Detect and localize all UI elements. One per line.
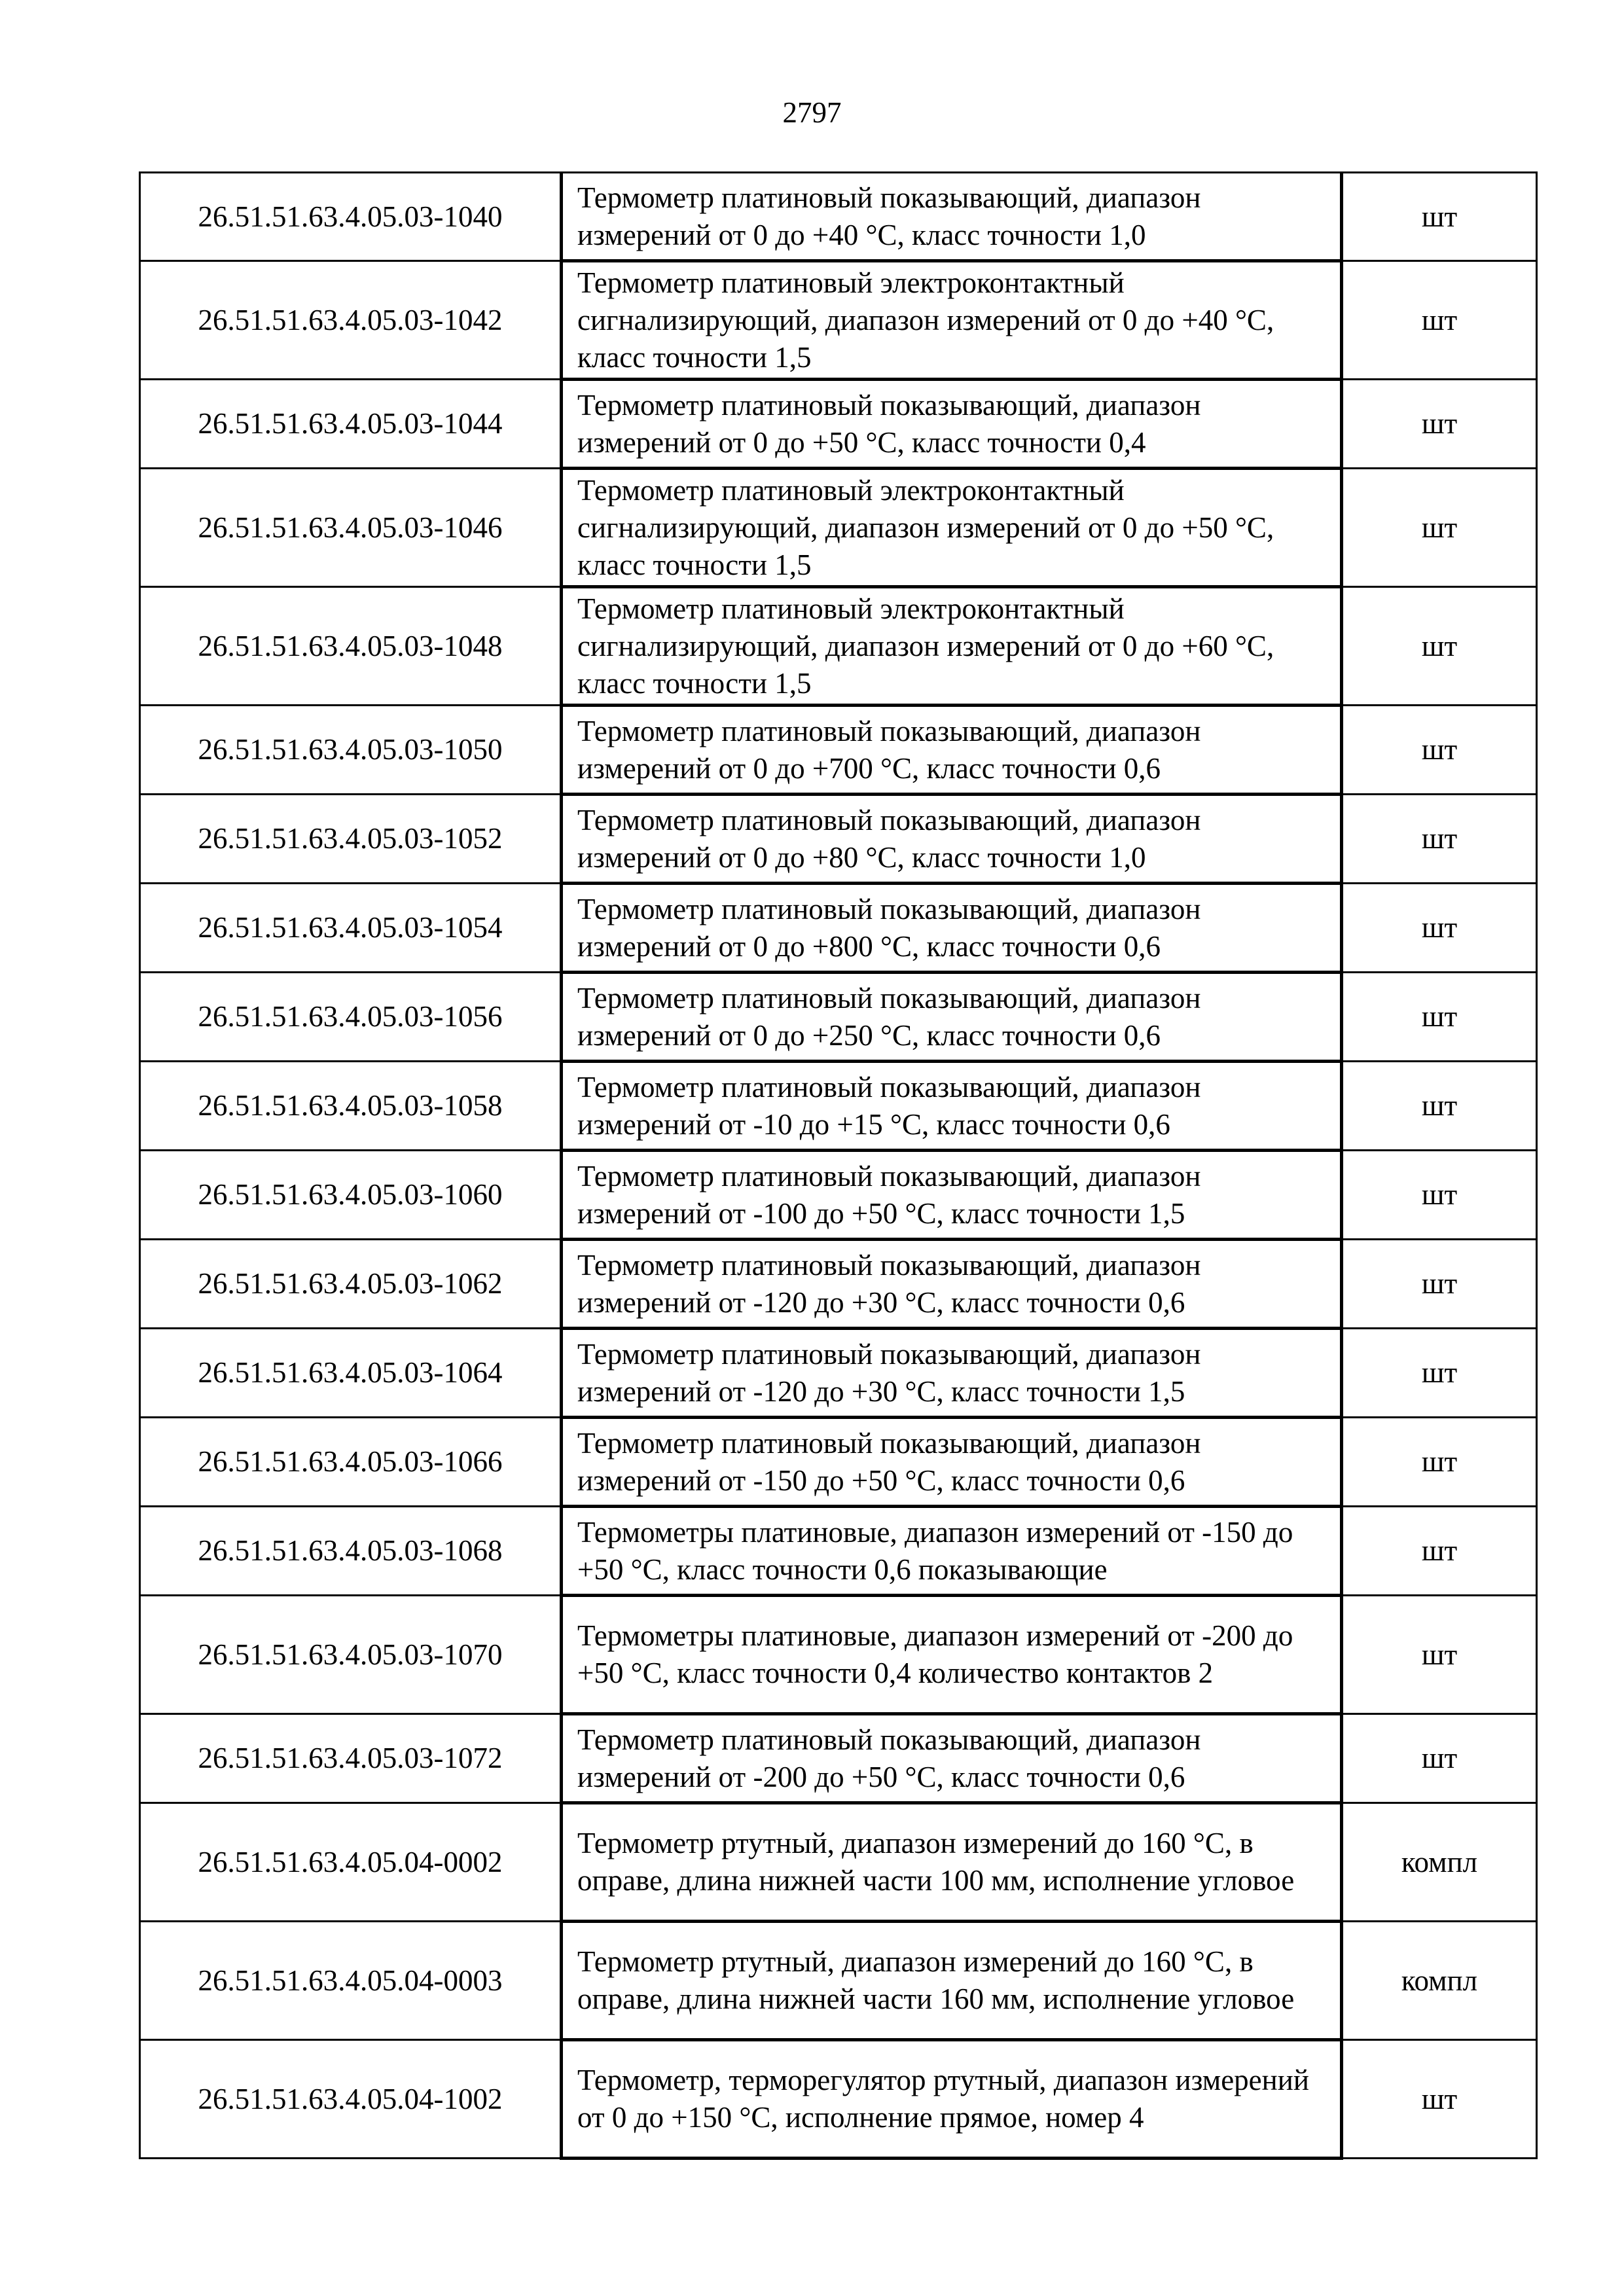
resource-description-cell: Термометры платиновые, диапазон измерений от -200 до +50 °С, класс точности 0,4 количество контактов 2 <box>562 1596 1342 1714</box>
resource-description-cell: Термометр платиновый показывающий, диапазон измерений от -100 до +50 °С, класс точности 1,5 <box>562 1151 1342 1240</box>
resource-description-cell: Термометр платиновый показывающий, диапазон измерений от 0 до +50 °С, класс точности 0,4 <box>562 380 1342 469</box>
resource-code-cell: 26.51.51.63.4.05.03-1064 <box>140 1329 562 1418</box>
resource-code-cell: 26.51.51.63.4.05.03-1056 <box>140 973 562 1062</box>
unit-of-measure-cell: шт <box>1342 884 1537 973</box>
resource-code-cell: 26.51.51.63.4.05.03-1042 <box>140 261 562 380</box>
resource-description-cell: Термометр платиновый показывающий, диапазон измерений от 0 до +250 °С, класс точности 0,6 <box>562 973 1342 1062</box>
resource-description-cell: Термометр, терморегулятор ртутный, диапазон измерений от 0 до +150 °С, исполнение прямое, номер 4 <box>562 2040 1342 2159</box>
unit-of-measure-cell: шт <box>1342 173 1537 261</box>
table-row <box>140 173 1537 261</box>
resource-description-cell: Термометр платиновый показывающий, диапазон измерений от 0 до +700 °С, класс точности 0,6 <box>562 706 1342 795</box>
unit-of-measure-cell: шт <box>1342 1062 1537 1151</box>
table-row <box>140 1507 1537 1596</box>
resource-code-cell: 26.51.51.63.4.05.03-1050 <box>140 706 562 795</box>
unit-of-measure-cell: шт <box>1342 706 1537 795</box>
resource-description-cell: Термометр платиновый показывающий, диапазон измерений от 0 до +800 °С, класс точности 0,6 <box>562 884 1342 973</box>
resource-code-cell: 26.51.51.63.4.05.03-1060 <box>140 1151 562 1240</box>
resource-description-cell: Термометр платиновый электроконтактный сигнализирующий, диапазон измерений от 0 до +50 °С, класс точности 1,5 <box>562 469 1342 587</box>
table-row <box>140 1151 1537 1240</box>
resource-description-cell: Термометр платиновый показывающий, диапазон измерений от -120 до +30 °С, класс точности 1,5 <box>562 1329 1342 1418</box>
resource-description-cell: Термометры платиновые, диапазон измерений от -150 до +50 °С, класс точности 0,6 показывающие <box>562 1507 1342 1596</box>
unit-of-measure-cell: шт <box>1342 1714 1537 1803</box>
unit-of-measure-cell: шт <box>1342 795 1537 884</box>
resource-description-cell: Термометр ртутный, диапазон измерений до 160 °С, в оправе, длина нижней части 100 мм, исполнение угловое <box>562 1803 1342 1922</box>
resource-code-cell: 26.51.51.63.4.05.03-1054 <box>140 884 562 973</box>
table-row <box>140 1240 1537 1329</box>
resource-description-cell: Термометр платиновый показывающий, диапазон измерений от -10 до +15 °С, класс точности 0,6 <box>562 1062 1342 1151</box>
resource-code-cell: 26.51.51.63.4.05.03-1066 <box>140 1418 562 1507</box>
resource-code-cell: 26.51.51.63.4.05.03-1052 <box>140 795 562 884</box>
table-row <box>140 1714 1537 1803</box>
resource-code-cell: 26.51.51.63.4.05.04-1002 <box>140 2040 562 2159</box>
table-row <box>140 2040 1537 2159</box>
unit-of-measure-cell: шт <box>1342 1151 1537 1240</box>
table-row <box>140 884 1537 973</box>
table-row <box>140 1062 1537 1151</box>
resource-description-cell: Термометр платиновый электроконтактный сигнализирующий, диапазон измерений от 0 до +40 °С, класс точности 1,5 <box>562 261 1342 380</box>
resource-code-cell: 26.51.51.63.4.05.04-0003 <box>140 1922 562 2040</box>
unit-of-measure-cell: компл <box>1342 1922 1537 2040</box>
table-row <box>140 795 1537 884</box>
resource-code-cell: 26.51.51.63.4.05.03-1068 <box>140 1507 562 1596</box>
table-row <box>140 1922 1537 2040</box>
unit-of-measure-cell: шт <box>1342 1596 1537 1714</box>
resource-description-cell: Термометр платиновый показывающий, диапазон измерений от -200 до +50 °С, класс точности 0,6 <box>562 1714 1342 1803</box>
resource-code-cell: 26.51.51.63.4.05.03-1040 <box>140 173 562 261</box>
resource-code-cell: 26.51.51.63.4.05.03-1046 <box>140 469 562 587</box>
resource-code-cell: 26.51.51.63.4.05.03-1070 <box>140 1596 562 1714</box>
resource-code-cell: 26.51.51.63.4.05.03-1058 <box>140 1062 562 1151</box>
unit-of-measure-cell: шт <box>1342 380 1537 469</box>
table-row <box>140 380 1537 469</box>
resource-description-cell: Термометр платиновый показывающий, диапазон измерений от -120 до +30 °С, класс точности 0,6 <box>562 1240 1342 1329</box>
unit-of-measure-cell: шт <box>1342 1418 1537 1507</box>
unit-of-measure-cell: шт <box>1342 1240 1537 1329</box>
unit-of-measure-cell: шт <box>1342 261 1537 380</box>
table-row <box>140 1803 1537 1922</box>
table-row <box>140 973 1537 1062</box>
unit-of-measure-cell: шт <box>1342 1329 1537 1418</box>
unit-of-measure-cell: шт <box>1342 469 1537 587</box>
unit-of-measure-cell: шт <box>1342 973 1537 1062</box>
resource-description-cell: Термометр ртутный, диапазон измерений до 160 °С, в оправе, длина нижней части 160 мм, исполнение угловое <box>562 1922 1342 2040</box>
page-number: 2797 <box>782 96 842 129</box>
unit-of-measure-cell: шт <box>1342 1507 1537 1596</box>
resource-description-cell: Термометр платиновый показывающий, диапазон измерений от 0 до +40 °С, класс точности 1,0 <box>562 173 1342 261</box>
table-row <box>140 261 1537 380</box>
resource-description-cell: Термометр платиновый показывающий, диапазон измерений от 0 до +80 °С, класс точности 1,0 <box>562 795 1342 884</box>
unit-of-measure-cell: шт <box>1342 2040 1537 2159</box>
resource-code-cell: 26.51.51.63.4.05.03-1044 <box>140 380 562 469</box>
resource-code-cell: 26.51.51.63.4.05.03-1048 <box>140 587 562 706</box>
resource-table <box>139 171 1538 2160</box>
resource-description-cell: Термометр платиновый показывающий, диапазон измерений от -150 до +50 °С, класс точности 0,6 <box>562 1418 1342 1507</box>
table-row <box>140 469 1537 587</box>
table-row <box>140 1418 1537 1507</box>
table-row <box>140 1329 1537 1418</box>
table-row <box>140 1596 1537 1714</box>
table-row <box>140 587 1537 706</box>
resource-description-cell: Термометр платиновый электроконтактный сигнализирующий, диапазон измерений от 0 до +60 °С, класс точности 1,5 <box>562 587 1342 706</box>
resource-code-cell: 26.51.51.63.4.05.03-1072 <box>140 1714 562 1803</box>
table-body <box>140 173 1537 2159</box>
unit-of-measure-cell: шт <box>1342 587 1537 706</box>
table-row <box>140 706 1537 795</box>
resource-code-cell: 26.51.51.63.4.05.03-1062 <box>140 1240 562 1329</box>
resource-code-cell: 26.51.51.63.4.05.04-0002 <box>140 1803 562 1922</box>
unit-of-measure-cell: компл <box>1342 1803 1537 1922</box>
